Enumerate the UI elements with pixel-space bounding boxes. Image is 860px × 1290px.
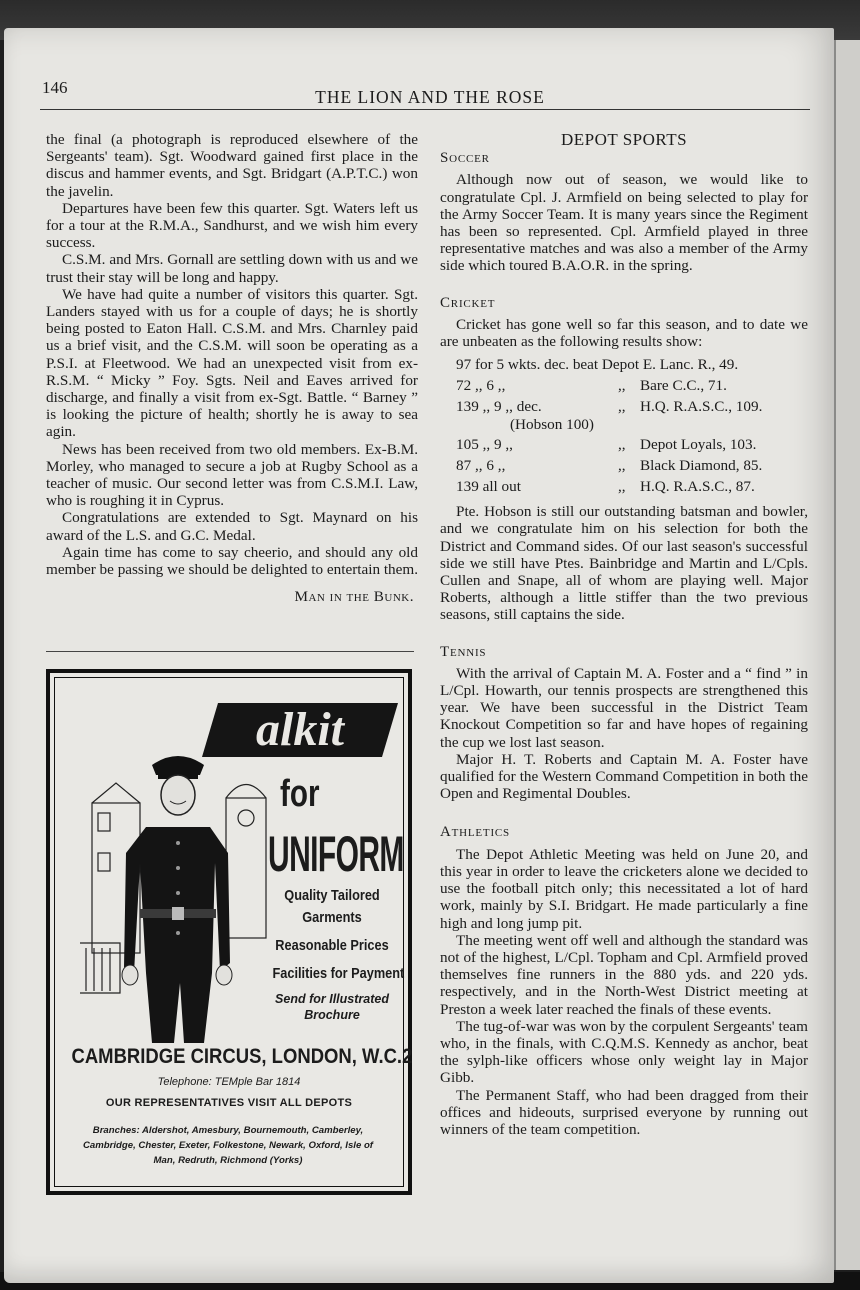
paragraph: The tug-of-war was won by the corpulent Sergeants' team who, in the finals, with C.Q.M.S. Kennedy as anchor, beat the sylph-like officers whose only weight lay in Major Gibb. bbox=[440, 1017, 808, 1087]
page-number: 146 bbox=[42, 78, 68, 97]
result-opponent: H.Q. R.A.S.C., 109. bbox=[640, 398, 763, 416]
athletics-heading: Athletics bbox=[440, 824, 510, 841]
ditto-mark: ,, bbox=[618, 377, 626, 395]
cricket-results bbox=[440, 354, 808, 497]
paragraph: the final (a photograph is reproduced elsewhere of the Sergeants' team). Sgt. Woodward gained first place in the discus and hammer events, and Sgt. Bridgart (A.P.T.C.) won the javelin. bbox=[46, 131, 418, 200]
adjacent-page-edge bbox=[834, 40, 860, 1270]
brochure-offer bbox=[262, 991, 402, 1023]
result-score: 139 ,, 9 ,, dec. bbox=[456, 398, 542, 416]
ditto-mark: ,, bbox=[618, 398, 626, 416]
result-row bbox=[440, 375, 808, 396]
paragraph: News has been received from two old members. Ex-B.M. Morley, who managed to secure a job at Rugby School as a teacher of music. Our second letter was from C.S.M.I. Law, who is roughing it in Cyprus. bbox=[46, 440, 418, 510]
section-divider bbox=[46, 651, 414, 652]
soccer-heading: Soccer bbox=[440, 150, 490, 167]
result-score: 139 all out bbox=[456, 478, 521, 496]
brand-word: alkit bbox=[255, 703, 345, 756]
paragraph: We have had quite a number of visitors this quarter. Sgt. Landers stayed with us for a couple of days; he is shortly being posted to Eaton Hall. C.S.M. and Mrs. Charnley paid us a brief visit, and the C.S.M. will soon be operating as a P.S.I. at Fleetwood. We had an unexpected visit from ex-R.S.M. “ Micky ” Foy. Sgts. Neil and Eaves arrived for discharge, and finally a visit from ex-Sgt. Battle. “ Barney ” is looking the picture of health; shortly he is away to sea agin. bbox=[46, 285, 418, 441]
section-title: DEPOT SPORTS bbox=[560, 130, 688, 149]
advert-representatives: OUR REPRESENTATIVES VISIT ALL DEPOTS bbox=[105, 1097, 353, 1109]
paragraph: Pte. Hobson is still our outstanding batsman and bowler, and we congratulate him on his selection for both the District and Command sides. Of our last season's successful side we still have Ptes. Bainbridge and Martin and L/Cpls. Cullen and Snape, all of whom are playing well. Major Roberts, although a little stiffer than the two previous seasons, still captains the side. bbox=[440, 503, 808, 624]
advert-branches: Branches: Aldershot, Amesbury, Bournemouth, Camberley, Cambridge, Chester, Exeter, Folkestone, Newark, Oxford, Isle of Man, Redruth, Richmond (Yorks) bbox=[82, 1125, 374, 1166]
paragraph: Although now out of season, we would like to congratulate Cpl. J. Armfield on being selected to play for the Army Soccer Team. It is many years since the Regiment has been so represented. Cpl. Armfield played in three representative matches and was also a member of the Army side which toured B.A.O.R. in the spring. bbox=[440, 171, 808, 275]
result-row bbox=[440, 354, 808, 375]
ditto-mark: ,, bbox=[618, 457, 626, 475]
advert-telephone: Telephone: TEMple Bar 1814 bbox=[157, 1076, 301, 1088]
ditto-mark: ,, bbox=[618, 436, 626, 454]
tennis-heading: Tennis bbox=[440, 643, 487, 660]
author-signature: Man in the Bunk. bbox=[294, 588, 414, 606]
soldier-illustration bbox=[80, 743, 270, 1043]
feature-line: Garments bbox=[302, 909, 362, 926]
result-row bbox=[440, 396, 808, 434]
advert-headline: UNIFORM bbox=[268, 826, 404, 882]
left-column bbox=[46, 131, 418, 605]
result-score: 87 ,, 6 ,, bbox=[456, 457, 506, 475]
result-score: 72 ,, 6 ,, bbox=[456, 377, 506, 395]
feature-line: Quality Tailored bbox=[284, 887, 380, 904]
header-rule bbox=[40, 109, 810, 110]
paragraph: Cricket has gone well so far this season, and to date we are unbeaten as the following results show: bbox=[440, 315, 808, 351]
result-opponent: H.Q. R.A.S.C., 87. bbox=[640, 478, 755, 496]
result-row bbox=[440, 476, 808, 497]
result-line: 97 for 5 wkts. dec. beat Depot E. Lanc. R., 49. bbox=[456, 356, 739, 374]
result-score: 105 ,, 9 ,, bbox=[456, 436, 513, 454]
paragraph: The Depot Athletic Meeting was held on June 20, and this year in order to leave the cricketers alone we decided to use the football pitch only; this necessitated a lot of hard work, mainly by S.I. Bridgart. He made particularly a fine high and long jump pit. bbox=[440, 845, 808, 932]
alkit-advertisement bbox=[46, 669, 412, 1195]
cricket-heading: Cricket bbox=[440, 294, 496, 311]
result-note: (Hobson 100) bbox=[510, 416, 594, 434]
paragraph: C.S.M. and Mrs. Gornall are settling down with us and we trust their stay will be long and happy. bbox=[46, 251, 418, 286]
result-opponent: Black Diamond, 85. bbox=[640, 457, 763, 475]
paragraph: Congratulations are extended to Sgt. Maynard on his award of the L.S. and G.C. Medal. bbox=[46, 509, 418, 544]
feature-line: Facilities for Payment bbox=[272, 965, 405, 982]
brochure-line: Send for Illustrated bbox=[275, 992, 389, 1006]
advert-features bbox=[262, 885, 405, 985]
paragraph: Departures have been few this quarter. Sgt. Waters left us for a tour at the R.M.A., Sandhurst, and we wish him every success. bbox=[46, 199, 418, 252]
feature-line: Reasonable Prices bbox=[275, 937, 389, 954]
paragraph: Major H. T. Roberts and Captain M. A. Foster have qualified for the Western Command Competition in both the Open and Regimental Doubles. bbox=[440, 750, 808, 803]
ditto-mark: ,, bbox=[618, 478, 626, 496]
result-opponent: Depot Loyals, 103. bbox=[640, 436, 757, 454]
paragraph: The meeting went off well and although the standard was not of the highest, L/Cpl. Topham and Cpl. Armfield proved themselves fine runners in the 880 yds. and 220 yds. respectively, and in the North-West District meeting at Preston a week later reached the finals of these events. bbox=[440, 931, 808, 1018]
paragraph: The Permanent Staff, who had been dragged from their offices and hideouts, surprised everyone by running out winners of the team competition. bbox=[440, 1086, 808, 1138]
result-row bbox=[440, 434, 808, 455]
advert-for-word: for bbox=[280, 773, 320, 815]
running-title: THE LION AND THE ROSE bbox=[315, 87, 545, 107]
right-column bbox=[440, 131, 808, 1138]
brochure-line: Brochure bbox=[304, 1008, 360, 1022]
result-opponent: Bare C.C., 71. bbox=[640, 377, 727, 395]
paragraph: Again time has come to say cheerio, and should any old member be passing we should be delighted to entertain them. bbox=[46, 543, 418, 579]
result-row bbox=[440, 455, 808, 476]
advert-address: CAMBRIDGE CIRCUS, LONDON, W.C.2 bbox=[71, 1045, 413, 1068]
paragraph: With the arrival of Captain M. A. Foster and a “ find ” in L/Cpl. Howarth, our tennis prospects are strengthened this year. We have been successful in the District Team Knockout Competition so far and have hopes of regaining the cup we lost last season. bbox=[440, 664, 808, 751]
